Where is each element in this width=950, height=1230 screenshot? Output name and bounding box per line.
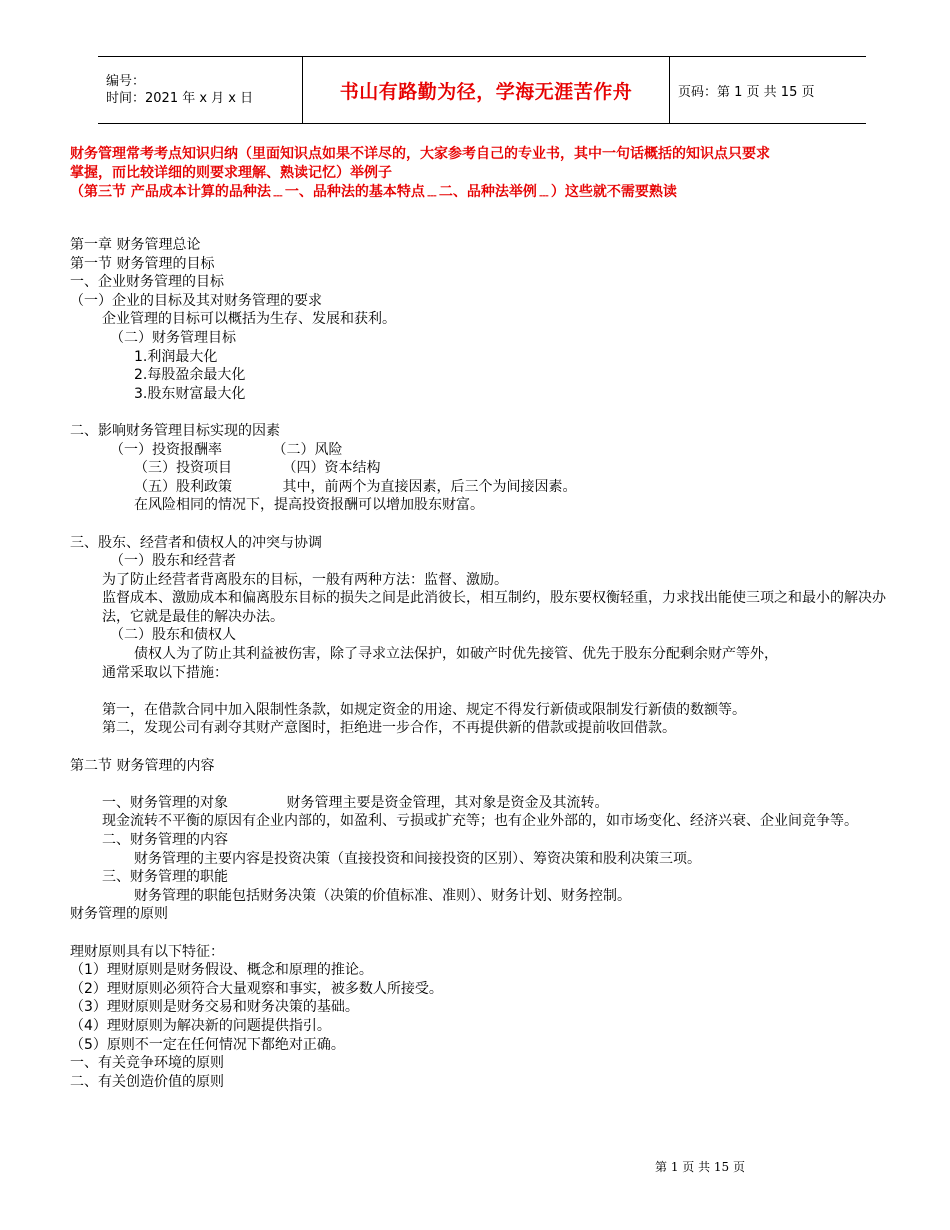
- paragraph: 财务管理主要是资金管理，其对象是资金及其流转。: [286, 794, 609, 811]
- heading: 一、财务管理的对象: [102, 794, 228, 811]
- chapter-title: 第一章 财务管理总论: [70, 237, 201, 253]
- factor-note: 其中，前两个为直接因素，后三个为间接因素。: [282, 478, 577, 495]
- factor-item: （五）股利政策: [134, 478, 232, 495]
- notice-block: [70, 145, 900, 202]
- paragraph: 通常采取以下措施：: [102, 664, 228, 681]
- factor-item: （二）风险: [272, 441, 343, 458]
- factor-row: [70, 459, 900, 478]
- list-item: 2.每股盈余最大化: [134, 367, 246, 384]
- list-item: （2）理财原则必须符合大量观察和事实，被多数人所接受。: [70, 980, 443, 997]
- document-body: [70, 236, 900, 1091]
- list-item: 3.股东财富最大化: [134, 385, 246, 402]
- heading: 二、财务管理的内容: [102, 832, 228, 848]
- heading: 一、企业财务管理的目标: [70, 274, 224, 291]
- header-time: 时间：2021 年 x 月 x 日: [106, 91, 254, 106]
- notice-line: 财务管理常考考点知识归纳（里面知识点如果不详尽的，大家参考自己的专业书，其中一句话概括的知识点只要求: [70, 146, 770, 162]
- heading: 三、财务管理的职能: [102, 869, 228, 886]
- list-item: （1）理财原则是财务假设、概念和原理的推论。: [70, 962, 373, 979]
- factor-item: （一）投资报酬率: [110, 441, 222, 458]
- section-title: 第二节 财务管理的内容: [70, 757, 215, 774]
- notice-line: （第三节 产品成本计算的品种法﹍一、品种法的基本特点﹍二、品种法举例﹍）这些就不需要熟读: [70, 184, 677, 200]
- paragraph: 企业管理的目标可以概括为生存、发展和获利。: [102, 311, 396, 328]
- heading: 二、影响财务管理目标实现的因素: [70, 422, 280, 439]
- paragraph: 财务管理的主要内容是投资决策（直接投资和间接投资的区别）、筹资决策和股利决策三项。: [134, 850, 701, 867]
- header-motto-cell: [302, 57, 670, 123]
- paragraph: 理财原则具有以下特征：: [70, 943, 224, 960]
- paragraph: 为了防止经营者背离股东的目标，一般有两种方法：监督、激励。: [102, 571, 508, 588]
- subheading: （一）股东和经营者: [110, 553, 236, 570]
- header-page-label: 页码：第 1 页 共 15 页: [678, 84, 815, 100]
- header-number: 编号：: [106, 74, 146, 89]
- subheading: （二）财务管理目标: [110, 329, 236, 346]
- factor-row: [70, 478, 900, 497]
- subheading: （二）股东和债权人: [110, 627, 236, 644]
- list-item: （3）理财原则是财务交易和财务决策的基础。: [70, 999, 359, 1016]
- list-item: （4）理财原则为解决新的问题提供指引。: [70, 1017, 331, 1034]
- paragraph: 监督成本、激励成本和偏离股东目标的损失之间是此消彼长，相互制约，股东要权衡轻重，力求找出能使三项之和最小的解决办法，它就是最佳的解决办法。: [102, 590, 886, 625]
- section-title: 第一节 财务管理的目标: [70, 255, 215, 272]
- heading: 三、股东、经营者和债权人的冲突与协调: [70, 534, 322, 551]
- list-item: 1.利润最大化: [134, 348, 218, 365]
- paragraph: 债权人为了防止其利益被伤害，除了寻求立法保护，如破产时优先接管、优先于股东分配剩余财产等外，: [134, 646, 778, 663]
- paragraph-text: 现金流转不平衡的原因有企业内部的，如盈利、亏损或扩充等；也有企业外部的，如市场变化、经济兴衰、企业间竞争等。: [102, 813, 858, 830]
- header-meta: [98, 57, 302, 123]
- document-header: [98, 56, 866, 124]
- factor-item: （三）投资项目: [134, 460, 232, 477]
- header-page-cell: [670, 57, 866, 123]
- paragraph: 在风险相同的情况下，提高投资报酬可以增加股东财富。: [134, 497, 484, 514]
- notice-line: 掌握，而比较详细的则要求理解、熟读记忆）举例子: [70, 165, 392, 181]
- header-motto: 书山有路勤为径，学海无涯苦作舟: [339, 80, 633, 103]
- paragraph: 财务管理的职能包括财务决策（决策的价值标准、准则）、财务计划、财务控制。: [134, 887, 631, 904]
- heading-row: [70, 794, 900, 813]
- list-item: （5）原则不一定在任何情况下都绝对正确。: [70, 1036, 345, 1053]
- paragraph: 第一，在借款合同中加入限制性条款，如规定资金的用途、规定不得发行新债或限制发行新债的数额等。: [102, 701, 746, 718]
- paragraph: [70, 812, 900, 831]
- subheading: （一）企业的目标及其对财务管理的要求: [70, 292, 322, 309]
- page-footer: 第 1 页 共 15 页: [655, 1160, 745, 1174]
- paragraph: 第二，发现公司有剥夺其财产意图时，拒绝进一步合作，不再提供新的借款或提前收回借款。: [102, 720, 676, 737]
- factor-item: （四）资本结构: [282, 460, 381, 477]
- heading: 一、有关竞争环境的原则: [70, 1055, 224, 1072]
- factor-row: [70, 441, 900, 460]
- heading: 二、有关创造价值的原则: [70, 1073, 224, 1090]
- section-title: 财务管理的原则: [70, 906, 168, 923]
